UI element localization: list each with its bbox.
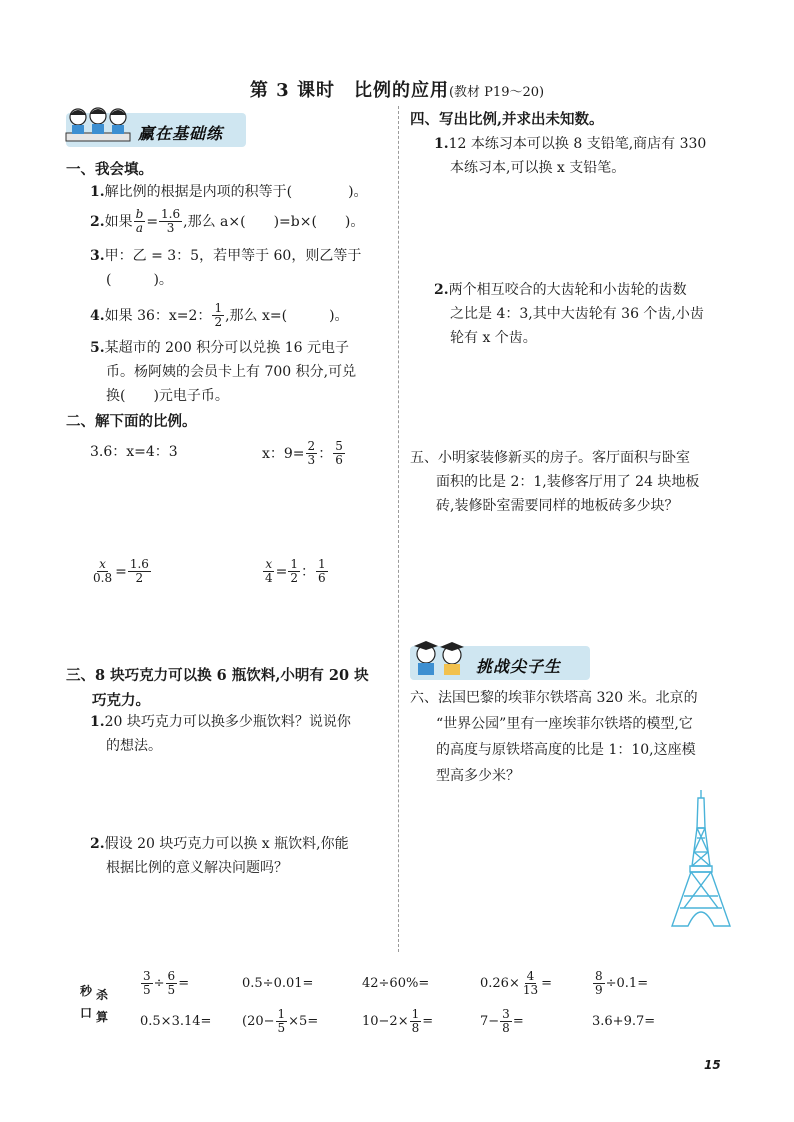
s2-proportion-1: 3.6：x=4：3: [90, 444, 178, 460]
s3-q1-number: 1.: [90, 714, 105, 730]
mental-r1-c1-frac-b: $\frac{6}{5}$: [167, 969, 176, 997]
s4-q2-line1: 两个相互咬合的大齿轮和小齿轮的齿数: [448, 282, 687, 298]
mental-r2-c3-tail: =: [422, 1014, 434, 1029]
s6-line2: “世界公园”里有一座埃菲尔铁塔的模型,它: [436, 716, 693, 732]
s4-q2-line3: 轮有 x 个齿。: [450, 330, 537, 346]
s2-proportion-3: [90, 558, 152, 585]
s1-q4-number: 4.: [90, 307, 105, 324]
mental-r2-c2-tail: ×5=: [288, 1014, 319, 1029]
s5-line1: 五、小明家装修新买的房子。客厅面积与卧室: [410, 450, 690, 466]
s1-q1-number: 1.: [90, 184, 105, 200]
s4-q1-line1: 12 本练习本可以换 8 支铅笔,商店有 330: [448, 136, 707, 152]
mental-r2-c3-pre: 10−2×: [362, 1014, 409, 1029]
s1-q2-pre: 如果: [104, 213, 133, 230]
mental-r1-c1-tail: =: [178, 976, 190, 991]
s2-p2-sep: ：: [318, 445, 333, 462]
s1-q2-fraction-value: $\frac{1.6}{3}$: [161, 207, 181, 235]
s4-q1: [434, 132, 706, 156]
mental-r1-c4: [480, 970, 552, 997]
s1-q2: [90, 208, 364, 235]
section-2-heading: 二、解下面的比例。: [66, 413, 197, 430]
s1-q3-line2: ( )。: [106, 272, 173, 288]
s2-p2-pre: x：9=: [262, 445, 305, 462]
s1-q5-line1: 某超市的 200 积分可以兑换 16 元电子: [104, 340, 349, 356]
s1-q5: [90, 336, 349, 360]
section-1-heading: 一、我会填。: [66, 161, 153, 178]
s2-p4-eq: =: [275, 563, 288, 580]
s1-q1: [90, 180, 368, 204]
s2-p3-frac-a: $\frac{x}{0.8}$: [93, 557, 113, 585]
mental-r1-c4-frac: $\frac{4}{13}$: [522, 969, 539, 997]
s1-q4-fraction: $\frac{1}{2}$: [214, 301, 223, 329]
mental-label-char-2: 杀: [96, 988, 109, 1002]
s2-p2-frac-a: $\frac{2}{3}$: [307, 439, 316, 467]
s2-proportion-2: [262, 440, 346, 467]
section-4-heading: 四、写出比例,并求出未知数。: [410, 111, 604, 128]
s4-q2: [434, 278, 687, 302]
basic-banner-text: 赢在基础练: [138, 124, 224, 143]
mental-r1-c5: [592, 970, 648, 997]
s3-q2-line2: 根据比例的意义解决问题吗？: [106, 860, 288, 876]
s2-proportion-4: [262, 558, 329, 585]
s1-q3-line1: 甲：乙 = 3：5，若甲等于 60，则乙等于: [104, 248, 362, 264]
kids-reading-icon: [62, 105, 134, 145]
mental-r2-c1: 0.5×3.14=: [140, 1014, 212, 1029]
s3-q2: [90, 832, 349, 856]
s1-q2-number: 2.: [90, 213, 105, 230]
s6-line1: 六、法国巴黎的埃菲尔铁塔高 320 米。北京的: [410, 690, 698, 706]
s1-q3: [90, 244, 361, 268]
s1-q2-post: ,那么 a×( )=b×( )。: [183, 213, 365, 230]
mental-r1-c1-op: ÷: [153, 976, 165, 991]
mental-label-char-1: 秒: [80, 984, 93, 998]
s6-line3: 的高度与原铁塔高度的比是 1：10,这座模: [436, 742, 696, 758]
s2-p4-frac-a: $\frac{x}{4}$: [265, 557, 273, 585]
mental-r1-c4-tail: =: [541, 976, 553, 991]
mental-label-char-4: 算: [96, 1010, 109, 1024]
s2-p2-frac-b: $\frac{5}{6}$: [335, 439, 343, 467]
s3-q1-line1: 20 块巧克力可以换多少瓶饮料？说说你: [104, 714, 351, 730]
mental-r2-c3: [362, 1008, 433, 1035]
page-number: 15: [704, 1058, 721, 1072]
kids-graduation-icon: [408, 638, 474, 678]
s2-p3-eq: =: [115, 563, 127, 580]
mental-r2-c5: 3.6+9.7=: [592, 1014, 656, 1029]
s3-q2-number: 2.: [90, 836, 105, 852]
s1-q3-number: 3.: [90, 248, 105, 264]
s5-line2: 面积的比是 2：1,装修客厅用了 24 块地板: [436, 474, 700, 490]
s2-p4-frac-b: $\frac{1}{2}$: [290, 557, 299, 585]
mental-r2-c2: [242, 1008, 318, 1035]
mental-r1-c4-pre: 0.26×: [480, 976, 520, 991]
s1-q2-fraction-b-over-a: $\frac{b}{a}$: [135, 207, 144, 235]
basic-practice-banner: [66, 113, 246, 147]
section-3-heading-line2: 巧克力。: [92, 692, 150, 709]
s4-q1-line2: 本练习本,可以换 x 支铅笔。: [450, 160, 626, 176]
s1-q4-pre: 如果 36：x=2：: [104, 307, 212, 324]
s2-p3-frac-b: $\frac{1.6}{2}$: [129, 557, 149, 585]
s1-q5-line3: 换( )元电子币。: [106, 388, 229, 404]
s1-q2-equals: =: [146, 213, 159, 230]
s5-line3: 砖,装修卧室需要同样的地板砖多少块？: [436, 498, 679, 514]
mental-r1-c1: [140, 970, 189, 997]
mental-r2-c4-frac: $\frac{3}{8}$: [502, 1007, 510, 1035]
s2-p4-sep: ：: [301, 563, 316, 580]
s3-q1: [90, 710, 351, 734]
textbook-reference: (教材 P19～20): [448, 85, 545, 100]
mental-r1-c2: 0.5÷0.01=: [242, 976, 314, 991]
title-main: 第 3 课时 比例的应用: [249, 80, 449, 101]
eiffel-tower-icon: [658, 788, 744, 930]
s1-q4-post: ,那么 x=( )。: [225, 307, 349, 324]
mental-r2-c2-frac: $\frac{1}{5}$: [277, 1007, 286, 1035]
s2-p4-frac-c: $\frac{1}{6}$: [318, 557, 326, 585]
mental-r2-c4-tail: =: [512, 1014, 524, 1029]
s6-line4: 型高多少米？: [436, 768, 520, 784]
s1-q5-number: 5.: [90, 340, 105, 356]
s1-q5-line2: 币。杨阿姨的会员卡上有 700 积分,可兑: [106, 364, 357, 380]
mental-r1-c5-frac: $\frac{8}{9}$: [595, 969, 603, 997]
s1-q1-text: 解比例的根据是内项的积等于( )。: [104, 184, 368, 200]
mental-r2-c3-frac: $\frac{1}{8}$: [411, 1007, 420, 1035]
mental-r1-c1-frac-a: $\frac{3}{5}$: [143, 969, 151, 997]
mental-r1-c3: 42÷60%=: [362, 976, 430, 991]
s1-q4: [90, 302, 349, 329]
column-divider: [398, 106, 399, 952]
s4-q2-number: 2.: [434, 282, 449, 298]
mental-r2-c2-pre: (20−: [242, 1014, 275, 1029]
mental-r2-c4-pre: 7−: [480, 1014, 500, 1029]
challenge-banner: [410, 646, 590, 680]
mental-r1-c5-tail: ÷0.1=: [605, 976, 649, 991]
section-3-heading-line1: 三、8 块巧克力可以换 6 瓶饮料,小明有 20 块: [66, 667, 369, 684]
mental-r2-c4: [480, 1008, 524, 1035]
mental-label-char-3: 口: [80, 1006, 93, 1020]
challenge-banner-text: 挑战尖子生: [476, 657, 562, 676]
s3-q2-line1: 假设 20 块巧克力可以换 x 瓶饮料,你能: [104, 836, 349, 852]
s4-q1-number: 1.: [434, 136, 449, 152]
mental-math-label: [78, 982, 112, 1026]
s4-q2-line2: 之比是 4：3,其中大齿轮有 36 个齿,小齿: [450, 306, 704, 322]
lesson-title: [0, 76, 794, 102]
s3-q1-line2: 的想法。: [106, 738, 162, 754]
